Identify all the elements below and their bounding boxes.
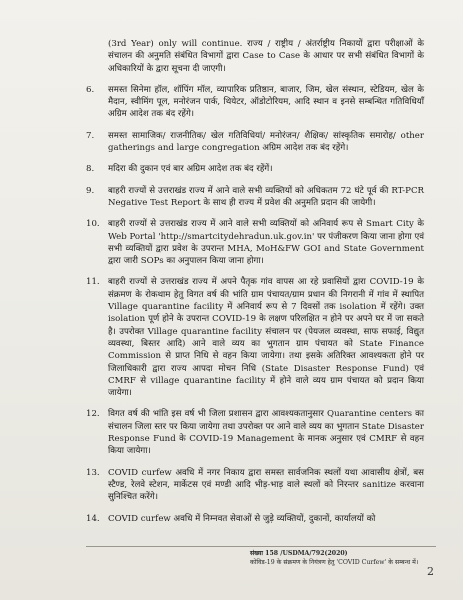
page-number: 2 [427, 565, 434, 578]
paragraph-number: 8. [86, 164, 95, 175]
reference-number: संख्या 158 /USDMA/792(2020) [250, 550, 348, 557]
paragraph-text: COVID curfew अवधि में नगर निकाय द्वारा समस्त सार्वजनिक स्थलों यथा आवासीय क्षेत्रों, बस स्टैण्ड, रेलवे स्टेशन, मार्केटस एवं मण्डी आदि भीड़-भाड़ वाले स्थलों को निरन्तर sanitize करवाना सुनिश्चित करेंगे। [108, 467, 424, 503]
paragraph-number: 12. [86, 409, 100, 420]
paragraph-text: बाहरी राज्यों से उत्तराखंड राज्य में आने वाले सभी व्यक्तियों को अधिकतम 72 घंटे पूर्व की RT-PCR Negative Test Report के साथ ही राज्य में प्रवेश की अनुमति प्रदान की जायेगी। [108, 185, 424, 208]
paragraph-number: 7. [86, 130, 95, 141]
paragraph-continuation [86, 38, 424, 75]
paragraph-text: विगत वर्ष की भांति इस वर्ष भी जिला प्रशासन द्वारा आवश्यकतानुसार Quarantine centers का संचालन जिला स्तर पर किया जायेगा तथा उपरोक्त पर आने वाले व्यय का भुगतान State Disaster Response Fund के COVID-19 Management के मानक अनुसार एवं CMRF से वहन किया जायेगा। [108, 409, 424, 457]
paragraph-7 [86, 130, 424, 155]
paragraph-text: समस्त सामाजिक/ राजनीतिक/ खेल गतिविधियां/ मनोरंजन/ शैक्षिक/ सांस्कृतिक समारोह/ other gatherings and large congregation अग्रिम आदेश तक बंद रहेंगे। [108, 130, 424, 154]
paragraph-text: COVID curfew अवधि में निम्नवत सेवाओं से जुड़े व्यक्तियों, दुकानों, कार्यालयों को [108, 513, 376, 524]
paragraph-12 [86, 408, 424, 457]
paragraph-number: 9. [86, 185, 95, 196]
paragraph-10 [86, 218, 424, 267]
paragraph-6 [86, 84, 424, 121]
paragraph-14 [86, 513, 424, 525]
paragraph-number: 13. [86, 467, 100, 478]
paragraph-8 [86, 163, 424, 175]
footer-divider [86, 546, 436, 547]
document-body [86, 38, 424, 534]
paragraph-text: समस्त सिनेमा हॉल, शॉपिंग मॉल, व्यापारिक प्रतिष्ठान, बाजार, जिम, खेल संस्थान, स्टेडियम, खेल के मैदान, स्वीमिंग पूल, मनोरंजन पार्क, थियेटर, ऑडोटोरियम, आदि स्थान व इनसे सम्बन्धित गतिविधियाँ अग्रिम आदेश तक बंद रहेंगे। [108, 84, 424, 120]
paragraph-13 [86, 467, 424, 504]
paragraph-text: बाहरी राज्यों से उत्तराखंड राज्य में आने वाले सभी व्यक्तियों को अनिवार्य रूप से Smart City के Web Portal 'http://smartcitydehradun.uk.gov.in' पर पंजीकरण किया जाना होगा एवं सभी व्यक्तियों द्वारा प्रवेश के उपरान्त MHA, MoH&FW GOI and State Government द्वारा जारी SOPs का अनुपालन किया जाना होगा। [108, 219, 424, 267]
paragraph-number: 14. [86, 513, 100, 524]
paragraph-text: बाहरी राज्यों से उत्तराखंड राज्य में अपने पैतृक गांव वापस आ रहे प्रवासियों द्वारा COVID-19 के संक्रमण के रोकथाम हेतु विगत वर्ष की भांति ग्राम पंचायत/ग्राम प्रधान की निगरानी में गांव में स्थापित Village quarantine facility में अनिवार्य रूप से 7 दिवसों तक isolation में रहेंगे। उक्त isolation पूर्ण होने के उपरान्त COVID-19 के लक्षण परिलक्षित न होने पर अपने घर में जा सकते है। उपरोक्त Village quarantine facility संचालन पर (पेयजल व्यवस्था, साफ सफाई, विद्युत व्यवस्था, बिस्तर आदि) आने वाले व्यय का भुगतान ग्राम पंचायत को State Finance Commission से प्राप्त निधि से वहन किया जायेगा। तथा इसके अतिरिक्त आवश्यकता होने पर जिलाधिकारी द्वारा राज्य आपदा मोचन निधि (State Disaster Response Fund) एवं CMRF से village quarantine facility में होने वाले व्यय ग्राम पंचायत को प्रदान किया जायेगा। [108, 277, 424, 399]
paragraph-text: मदिरा की दुकान एवं बार अग्रिम आदेश तक बंद रहेंगें। [108, 164, 273, 175]
paragraph-11 [86, 276, 424, 399]
footer-subject: कोविड-19 के संक्रमण के नियंत्रण हेतु 'COVID Curfew' के सम्बन्ध में। [250, 559, 419, 566]
paragraph-9 [86, 185, 424, 210]
paragraph-number: 11. [86, 277, 100, 288]
document-footer [250, 549, 435, 567]
paragraph-number: 6. [86, 84, 95, 95]
paragraph-number: 10. [86, 219, 100, 230]
paragraph-text: (3rd Year) only will continue. राज्य / राष्ट्रीय / अंतर्राष्ट्रीय निकायों द्वारा परीक्षाओं के संचालन की अनुमति संबंधित विभागों द्वारा Case to Case के आधार पर सभी संबंधित विभागों के अधिकारियों के द्वारा सूचना दी जाएगी। [108, 39, 424, 74]
